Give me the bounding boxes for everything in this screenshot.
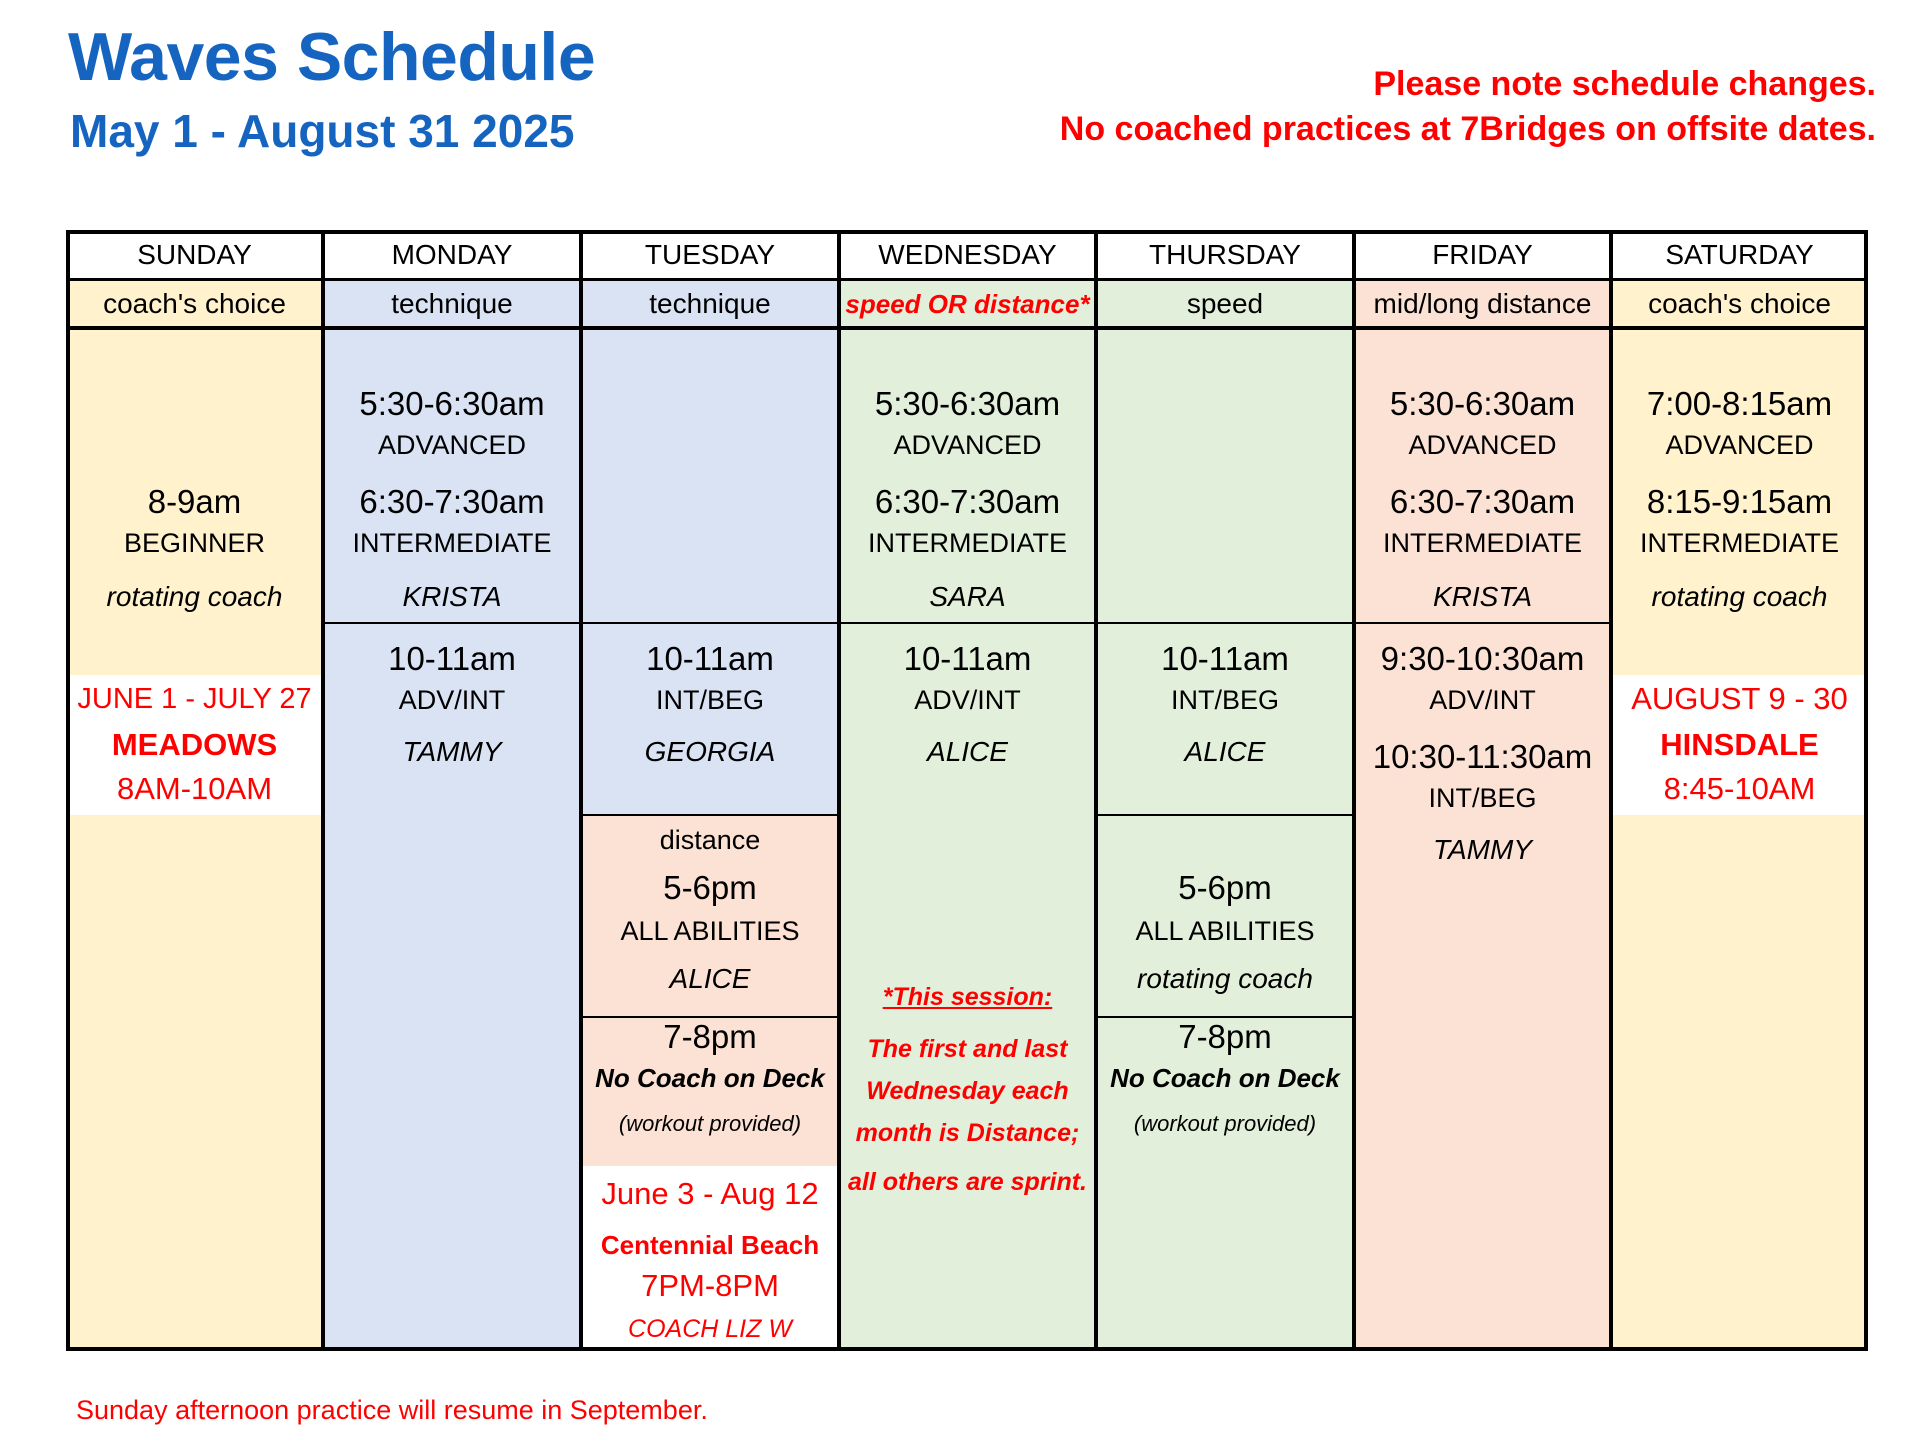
wednesday-mid-coach: ALICE (927, 736, 1008, 767)
tuesday-offsite-coach: COACH LIZ W (628, 1315, 792, 1343)
day-header-saturday: SATURDAY (1611, 230, 1868, 280)
thursday-late-time: 7-8pm (1178, 1018, 1272, 1055)
wednesday-note-line: month is Distance; (855, 1119, 1080, 1147)
saturday-offsite-time: 8:45-10AM (1663, 771, 1816, 806)
wednesday-note-title: *This session: (882, 983, 1053, 1011)
day-header-monday: MONDAY (323, 230, 581, 280)
thursday-late-sub: (workout provided) (1133, 1111, 1317, 1136)
tuesday-offsite-location: Centennial Beach (600, 1230, 820, 1260)
wednesday-note-line: Wednesday each (866, 1077, 1069, 1105)
focus-thursday: speed (1096, 280, 1354, 328)
focus-monday: technique (323, 280, 581, 328)
monday-early2-level: INTERMEDIATE (352, 528, 552, 558)
footnote: Sunday afternoon practice will resume in September. (76, 1395, 708, 1425)
grid-border (66, 230, 1868, 1351)
sunday-offsite-time: 8AM-10AM (116, 771, 273, 806)
wednesday-early1-level: ADVANCED (893, 430, 1042, 460)
monday-mid-coach: TAMMY (402, 736, 502, 767)
focus-saturday: coach's choice (1611, 280, 1868, 328)
tuesday-evening-coach: ALICE (669, 963, 751, 994)
tuesday-offsite-time: 7PM-8PM (641, 1268, 779, 1303)
day-header-wednesday: WEDNESDAY (839, 230, 1096, 280)
tuesday-evening-label: distance (659, 825, 761, 855)
page-title: Waves Schedule (68, 19, 596, 95)
friday-mid2-time: 10:30-11:30am (1372, 738, 1593, 775)
friday-mid1-time: 9:30-10:30am (1380, 640, 1585, 677)
monday-early1-time: 5:30-6:30am (359, 385, 545, 422)
day-header-tuesday: TUESDAY (581, 230, 839, 280)
tuesday-late-note: No Coach on Deck (595, 1063, 825, 1093)
offsite-notice: No coached practices at 7Bridges on offsite dates. (1059, 110, 1876, 148)
saturday-early-coach: rotating coach (1651, 581, 1828, 612)
friday-early2-level: INTERMEDIATE (1382, 528, 1582, 558)
monday-mid-time: 10-11am (388, 640, 516, 677)
wednesday-early2-time: 6:30-7:30am (874, 483, 1061, 520)
day-header-thursday: THURSDAY (1096, 230, 1354, 280)
thursday-evening-time: 5-6pm (1178, 869, 1272, 906)
sunday-offsite-dates: JUNE 1 - JULY 27 (77, 683, 312, 715)
tuesday-evening-level: ALL ABILITIES (620, 916, 800, 946)
sunday-session-level: BEGINNER (123, 528, 266, 558)
monday-mid-level: ADV/INT (398, 685, 506, 715)
tuesday-late-sub: (workout provided) (618, 1111, 802, 1136)
friday-mid1-level: ADV/INT (1429, 685, 1536, 715)
monday-early-coach: KRISTA (402, 581, 502, 612)
wednesday-mid-level: ADV/INT (914, 685, 1021, 715)
date-range-subtitle: May 1 - August 31 2025 (70, 105, 575, 157)
wednesday-note-line: The first and last (867, 1035, 1068, 1063)
monday-early1-level: ADVANCED (377, 430, 527, 460)
monday-early2-time: 6:30-7:30am (359, 483, 545, 520)
day-header-friday: FRIDAY (1354, 230, 1611, 280)
focus-sunday: coach's choice (66, 280, 323, 328)
tuesday-mid-level: INT/BEG (655, 685, 764, 715)
thursday-mid-time: 10-11am (1161, 640, 1289, 677)
friday-early-coach: KRISTA (1432, 581, 1533, 612)
tuesday-offsite-dates: June 3 - Aug 12 (601, 1176, 819, 1211)
tuesday-evening-time: 5-6pm (663, 869, 757, 906)
tuesday-late-time: 7-8pm (663, 1018, 757, 1055)
thursday-late-note: No Coach on Deck (1110, 1063, 1340, 1093)
wednesday-note-line: all others are sprint. (848, 1168, 1087, 1196)
saturday-offsite-location: HINSDALE (1660, 727, 1819, 762)
sunday-session-coach: rotating coach (106, 581, 283, 612)
schedule-change-notice: Please note schedule changes. (1373, 65, 1876, 103)
friday-early1-level: ADVANCED (1408, 430, 1557, 460)
sunday-session-time: 8-9am (147, 483, 242, 520)
saturday-early2-level: INTERMEDIATE (1639, 528, 1839, 558)
friday-mid2-level: INT/BEG (1428, 783, 1537, 813)
friday-mid-coach: TAMMY (1432, 834, 1533, 865)
sunday-offsite-location: MEADOWS (111, 727, 278, 762)
thursday-evening-level: ALL ABILITIES (1135, 916, 1315, 946)
day-header-sunday: SUNDAY (66, 230, 323, 280)
wednesday-early2-level: INTERMEDIATE (867, 528, 1067, 558)
wednesday-early1-time: 5:30-6:30am (874, 385, 1061, 422)
friday-early1-time: 5:30-6:30am (1389, 385, 1576, 422)
saturday-early1-time: 7:00-8:15am (1646, 385, 1833, 422)
focus-friday: mid/long distance (1354, 280, 1611, 328)
weekly-schedule-grid (66, 230, 1868, 1351)
tuesday-mid-time: 10-11am (646, 640, 774, 677)
focus-tuesday: technique (581, 280, 839, 328)
saturday-early1-level: ADVANCED (1665, 430, 1814, 460)
thursday-evening-coach: rotating coach (1137, 963, 1313, 994)
saturday-early2-time: 8:15-9:15am (1646, 483, 1833, 520)
wednesday-mid-time: 10-11am (903, 640, 1032, 677)
tuesday-mid-coach: GEORGIA (644, 736, 776, 767)
saturday-offsite-dates: AUGUST 9 - 30 (1631, 681, 1848, 716)
thursday-mid-coach: ALICE (1184, 736, 1266, 767)
wednesday-early-coach: SARA (929, 581, 1006, 612)
friday-early2-time: 6:30-7:30am (1389, 483, 1576, 520)
thursday-mid-level: INT/BEG (1170, 685, 1279, 715)
focus-wednesday: speed OR distance* (839, 280, 1096, 328)
